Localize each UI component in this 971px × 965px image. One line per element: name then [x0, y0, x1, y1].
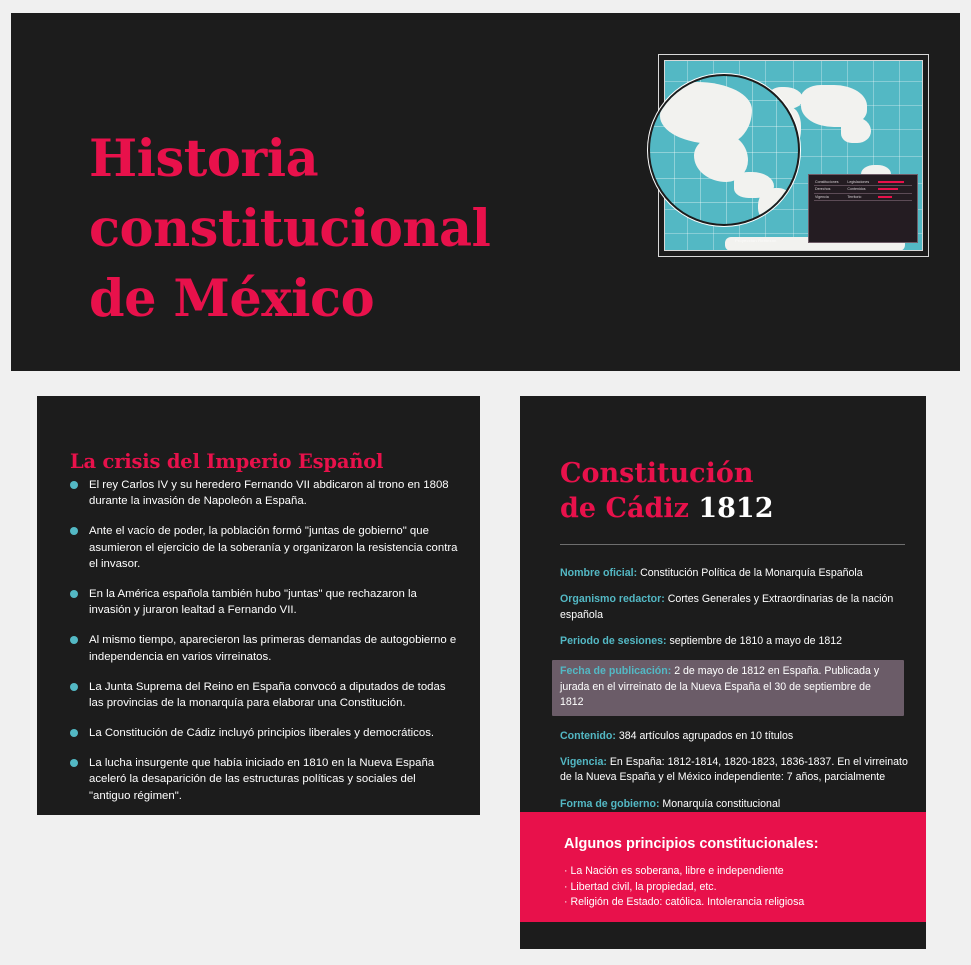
list-item: La Constitución de Cádiz incluyó principios liberales y democráticos.: [70, 725, 458, 741]
list-item: La Junta Suprema del Reino en España convocó a diputados de todas las provincias de la monarquía para elaborar una Constitución.: [70, 679, 458, 711]
legend-cell: Derechos: [815, 187, 831, 192]
legend-bar-cell: [877, 179, 912, 186]
legend-bar-cell: [877, 186, 912, 193]
fact-row: [560, 634, 912, 649]
globe-inset: [648, 74, 800, 226]
page-title-line-1: Historia: [89, 129, 319, 190]
crisis-card-title: La crisis del Imperio Español: [70, 450, 384, 474]
fact-row: [560, 566, 912, 581]
page-title: [89, 125, 559, 335]
fact-value: Cortes Generales y Extraordinarias de la nación española: [560, 593, 894, 621]
map-legend: [808, 174, 918, 243]
legend-cell: Legislaciones: [847, 180, 870, 184]
legend-bar: [878, 188, 898, 190]
fact-key: Periodo de sesiones:: [560, 635, 667, 648]
fact-value: Monarquía constitucional: [659, 797, 781, 810]
fact-key: Forma de gobierno:: [560, 797, 660, 810]
page-title-line-2: constitucional: [89, 199, 491, 260]
table-row: [814, 179, 912, 186]
fact-value: 2 de mayo de 1812 en España. Publicada y jurada en el virreinato de la Nueva España el 30 de septiembre de 1812: [560, 665, 880, 709]
list-item: · La Nación es soberana, libre e independiente: [564, 865, 784, 877]
fact-value: Constitución Política de la Monarquía Española: [637, 567, 863, 579]
fact-value: septiembre de 1810 a mayo de 1812: [666, 635, 843, 648]
page-title-line-3: de México: [89, 268, 375, 329]
north-america-shape: [660, 82, 752, 144]
list-item: La lucha insurgente que había iniciado en 1810 en la Nueva España aceleró la desaparición de las estructuras políticas y sociales del "antiguo régimen".: [70, 755, 458, 804]
fact-row: [560, 592, 912, 623]
crisis-card: [37, 396, 480, 815]
fact-value: En España: 1812-1814, 1820-1823, 1836-1837. En el virreinato de la Nueva España y el México independiente: 7 años, parcialmente: [560, 755, 908, 784]
table-row: [814, 186, 912, 193]
constitution-fact-list: [560, 566, 912, 823]
list-item: · Libertad civil, la propiedad, etc.: [564, 880, 717, 893]
legend-bar: [878, 181, 904, 183]
legend-cell: Constituciones: [815, 180, 839, 184]
fact-value: 384 artículos agrupados en 10 títulos: [615, 729, 794, 742]
list-item: Al mismo tiempo, aparecieron las primeras demandas de autogobierno e independencia en varios virreinatos.: [70, 632, 458, 664]
constitution-year: 1812: [698, 492, 774, 524]
fact-row-highlighted: [552, 660, 904, 715]
fact-key: Contenido:: [560, 729, 616, 742]
table-row: [814, 193, 912, 200]
list-item: Ante el vacío de poder, la población formó "juntas de gobierno" que asumieron el ejercicio de la soberanía y organizaron la resistencia contra el invasor.: [70, 523, 458, 572]
principles-list: [564, 864, 904, 911]
legend-bar-cell: [877, 193, 912, 200]
fact-key: Nombre oficial:: [560, 567, 638, 579]
fact-row: [560, 755, 912, 786]
list-item: · Religión de Estado: católica. Intolerancia religiosa: [564, 896, 805, 909]
principles-panel: [520, 812, 926, 922]
list-item: En la América española también hubo "juntas" que rechazaron la invasión y juraron lealtad a Fernando VII.: [70, 586, 458, 618]
map-illustration: [648, 54, 931, 259]
crisis-bullet-list: [70, 477, 458, 818]
legend-cell: Contenidos: [847, 187, 866, 192]
map-legend-table: [814, 179, 912, 201]
hero-banner: [11, 13, 960, 371]
fact-key: Fecha de publicación:: [560, 665, 672, 678]
legend-cell: Territorio: [847, 194, 862, 199]
constitution-title-line-1: Constitución: [560, 458, 754, 490]
list-item: El rey Carlos IV y su heredero Fernando VII abdicaron al trono en 1808 durante la invasión de Napoleón a España.: [70, 477, 458, 509]
map-caption: Proyección Robinson: [735, 238, 777, 243]
fact-key: Organismo redactor:: [560, 593, 665, 606]
constitution-card-title: [560, 457, 910, 526]
constitution-title-line-2: de Cádiz: [560, 492, 689, 524]
fact-key: Vigencia:: [560, 755, 607, 768]
divider: [560, 544, 905, 545]
fact-row: [560, 729, 912, 744]
legend-bar: [878, 196, 892, 198]
fact-row: [560, 797, 912, 812]
principles-title: Algunos principios constitucionales:: [564, 836, 819, 852]
legend-cell: Vigencia: [815, 194, 829, 199]
